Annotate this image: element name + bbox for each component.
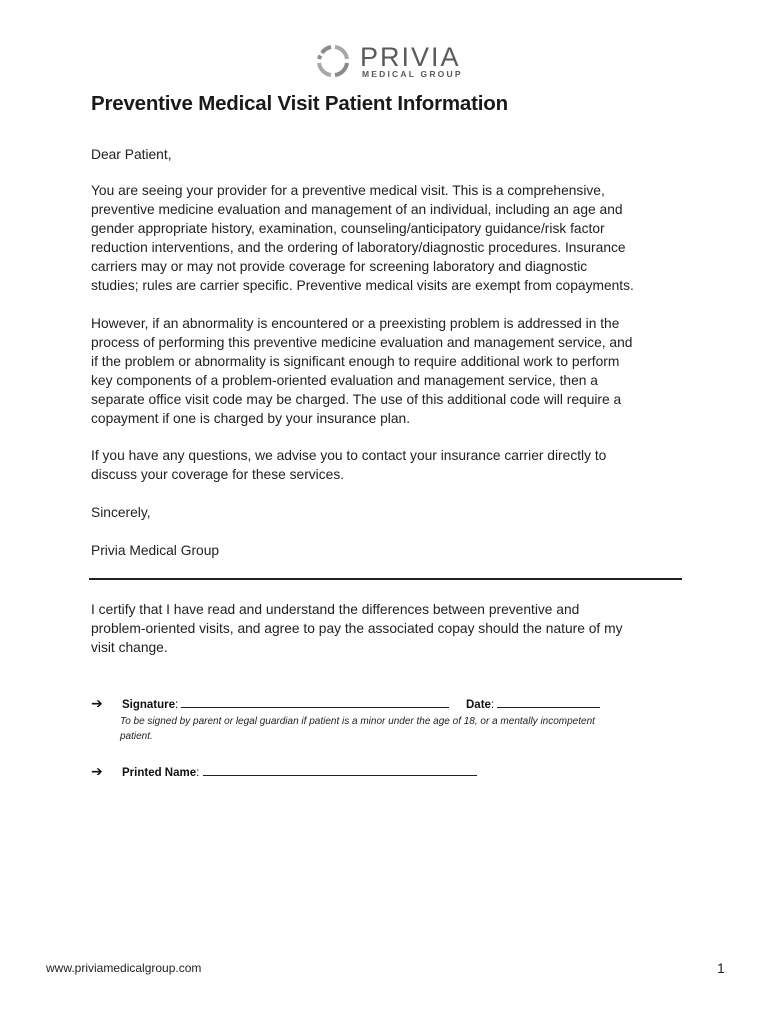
- body-paragraph-3: If you have any questions, we advise you to contact your insurance carrier directly to discuss your coverage for these services.: [91, 448, 607, 482]
- body-paragraph-2: However, if an abnormality is encountered or a preexisting problem is addressed in the process of performing this preventive medicine evaluation and management service, and if the problem or abnormality is significant enough to require additional work to perform key components of a problem-oriented evaluation and management service, then a separate office visit code may be charged. The use of this additional code will require a copayment if one is charged by your insurance plan.: [91, 316, 633, 426]
- logo-subtitle: MEDICAL GROUP: [362, 69, 463, 79]
- certification-statement: I certify that I have read and understand the differences between preventive and problem-oriented visits, and agree to pay the associated copay should the nature of my visit change.: [91, 602, 623, 655]
- printed-name-field[interactable]: [203, 765, 477, 776]
- page-number: 1: [717, 960, 725, 976]
- closing: Sincerely,: [91, 505, 151, 520]
- page-title: Preventive Medical Visit Patient Information: [91, 92, 508, 115]
- signature-field[interactable]: [181, 697, 449, 708]
- logo-wordmark: PRIVIA: [360, 42, 461, 72]
- date-field[interactable]: [497, 697, 600, 708]
- signer-name: Privia Medical Group: [91, 543, 220, 558]
- privia-logo: [316, 44, 466, 80]
- body-paragraph-1: You are seeing your provider for a preventive medical visit. This is a comprehensive, preventive medicine evaluation and management of an individual, including an age and gender appropriate history, examination, counseling/anticipatory guidance/risk factor reduction interventions, and the ordering of laboratory/diagnostic procedures. Insurance carriers may or may not provide coverage for screening laboratory and diagnostic studies; rules are carrier specific. Preventive medical visits are exempt from copayments.: [91, 183, 634, 293]
- signature-colon: :: [175, 699, 179, 711]
- salutation: Dear Patient,: [91, 147, 172, 162]
- privia-logo-ring-icon: [316, 44, 350, 78]
- guardian-note: To be signed by parent or legal guardian if patient is a minor under the age of 18, or a mentally incompetent patient.: [120, 716, 595, 742]
- signature-row: [91, 697, 691, 713]
- date-colon: :: [490, 699, 495, 711]
- signature-label: Signature: [122, 699, 176, 711]
- printed-name-colon: :: [196, 767, 200, 779]
- printed-name-label: Printed Name: [122, 767, 197, 779]
- arrow-right-icon: ➔: [91, 763, 103, 779]
- date-label: Date: [466, 699, 491, 711]
- footer-url[interactable]: www.priviamedicalgroup.com: [46, 961, 202, 975]
- printed-name-row: [91, 765, 691, 781]
- section-divider: [89, 578, 682, 580]
- arrow-right-icon: ➔: [91, 695, 103, 711]
